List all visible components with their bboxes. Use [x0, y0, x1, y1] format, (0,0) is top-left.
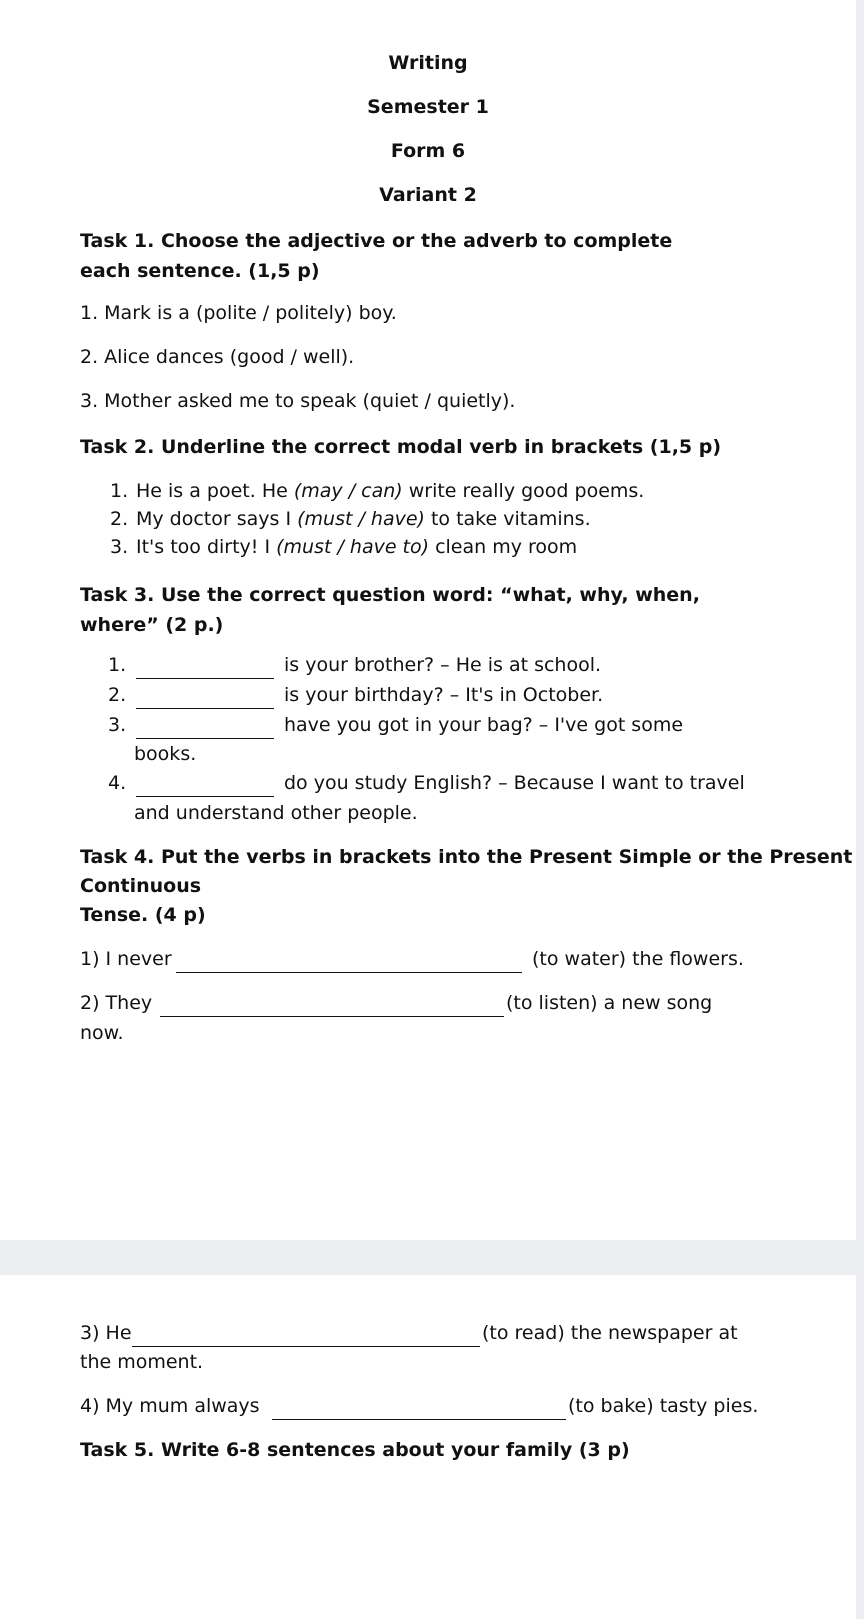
task4-item-2-after: (to listen) a new song — [506, 992, 713, 1014]
task4-item-3-before: 3) He — [80, 1322, 132, 1344]
task4-item-4-blank[interactable] — [272, 1403, 566, 1420]
task3-item-3-number: 3. — [108, 714, 127, 736]
task4-item-2-before: 2) They — [80, 992, 153, 1014]
task3-item-2-text: is your birthday? – It's in October. — [284, 684, 604, 706]
task2-item-2-before: My doctor says I — [136, 508, 298, 530]
task1-item-3: 3. Mother asked me to speak (quiet / quietly). — [80, 390, 516, 412]
task4-item-1-before: 1) I never — [80, 948, 172, 970]
task4-item-2-continuation: now. — [80, 1022, 124, 1044]
task2-item-3-after: clean my room — [429, 536, 578, 558]
task2-item-3-number: 3. — [110, 536, 129, 558]
task4-item-3-continuation: the moment. — [80, 1351, 204, 1373]
task4-item-4-before: 4) My mum always — [80, 1395, 260, 1417]
task4-item-1-after: (to water) the flowers. — [532, 948, 744, 970]
task2-item-1-choice: (may / can) — [293, 480, 403, 502]
task4-item-2-blank[interactable] — [160, 1000, 504, 1017]
doc-form: Form 6 — [390, 140, 466, 162]
task3-item-4-number: 4. — [108, 772, 127, 794]
task2-item-3-choice: (must / have to) — [276, 536, 430, 558]
task3-item-3-continuation: books. — [134, 743, 197, 765]
task3-item-1-text: is your brother? – He is at school. — [284, 654, 602, 676]
doc-variant: Variant 2 — [379, 184, 477, 206]
task4-item-1-blank[interactable] — [176, 956, 522, 973]
task1-item-1: 1. Mark is a (polite / politely) boy. — [80, 302, 397, 324]
task4-item-3-after: (to read) the newspaper at — [482, 1322, 738, 1344]
task3-item-3-blank[interactable] — [136, 722, 274, 739]
task2-item-3 — [136, 536, 577, 558]
task2-heading: Task 2. Underline the correct modal verb in brackets (1,5 p) — [80, 436, 722, 458]
task3-item-1-blank[interactable] — [136, 662, 274, 679]
task3-item-1-number: 1. — [108, 654, 127, 676]
page-gap — [0, 1240, 864, 1275]
task4-heading-line2: Continuous — [80, 875, 202, 897]
task3-item-2-blank[interactable] — [136, 692, 274, 709]
task2-item-2-choice: (must / have) — [297, 508, 425, 530]
document-page-2 — [0, 1275, 856, 1619]
task3-item-3-text: have you got in your bag? – I've got some — [284, 714, 684, 736]
doc-semester: Semester 1 — [367, 96, 489, 118]
task2-item-3-before: It's too dirty! I — [136, 536, 277, 558]
task3-item-4-text: do you study English? – Because I want to travel — [284, 772, 745, 794]
right-edge-shadow — [856, 0, 864, 1619]
doc-title: Writing — [388, 52, 468, 74]
task2-item-1 — [136, 480, 644, 502]
task3-item-4-blank[interactable] — [136, 780, 274, 797]
task2-item-1-before: He is a poet. He — [136, 480, 294, 502]
task4-item-3-blank[interactable] — [132, 1330, 480, 1347]
task2-item-1-number: 1. — [110, 480, 129, 502]
task3-item-4-continuation: and understand other people. — [134, 802, 418, 824]
task1-heading: Task 1. Choose the adjective or the adverb to complete each sentence. (1,5 p) — [80, 230, 673, 282]
task4-heading-line1: Task 4. Put the verbs in brackets into the Present Simple or the Present — [80, 846, 853, 868]
task2-item-1-after: write really good poems. — [402, 480, 645, 502]
task1-item-2: 2. Alice dances (good / well). — [80, 346, 355, 368]
task3-heading: Task 3. Use the correct question word: “what, why, when, where” (2 p.) — [80, 584, 700, 636]
task4-heading-line3: Tense. (4 p) — [80, 904, 206, 926]
task2-item-2-number: 2. — [110, 508, 129, 530]
task5-heading: Task 5. Write 6-8 sentences about your family (3 p) — [80, 1439, 630, 1461]
task2-item-2 — [136, 508, 591, 530]
task2-item-2-after: to take vitamins. — [424, 508, 591, 530]
task3-item-2-number: 2. — [108, 684, 127, 706]
task4-item-4-after: (to bake) tasty pies. — [568, 1395, 759, 1417]
